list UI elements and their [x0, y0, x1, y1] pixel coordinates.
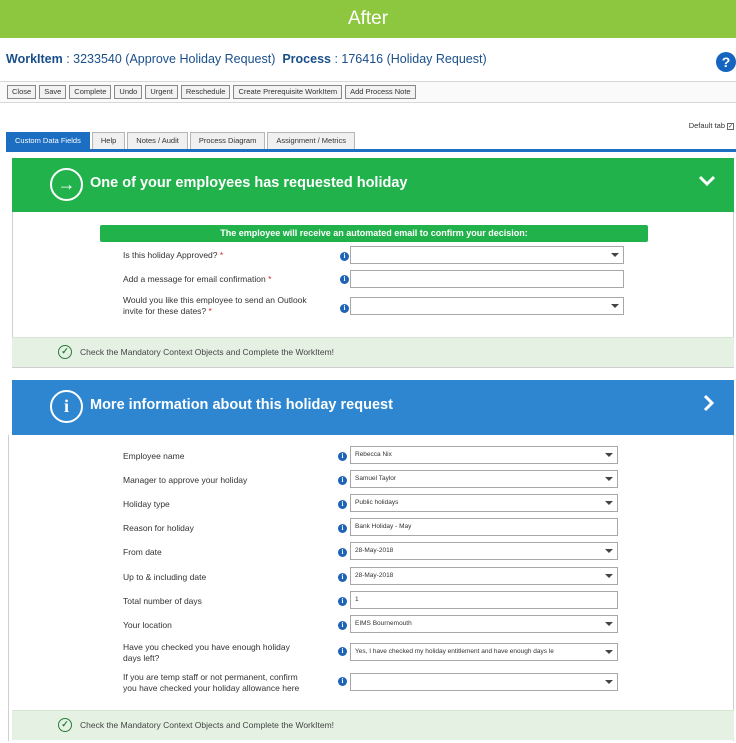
section1-title: One of your employees has requested holiday	[90, 175, 408, 191]
reschedule-button[interactable]: Reschedule	[181, 85, 231, 99]
manager-label: Manager to approve your holiday	[123, 475, 248, 485]
default-tab-label: Default tab	[688, 121, 725, 130]
reason-label: Reason for holiday	[123, 523, 194, 533]
arrow-right-circle-icon: →	[50, 168, 83, 201]
message-input[interactable]	[350, 270, 624, 288]
email-notice: The employee will receive an automated email to confirm your decision:	[100, 225, 648, 242]
section2-header[interactable]	[12, 380, 734, 435]
location-label: Your location	[123, 620, 172, 630]
location-select[interactable]: EIMS Bournemouth	[350, 615, 618, 633]
help-icon[interactable]: ?	[716, 52, 736, 72]
tab-help[interactable]: Help	[92, 132, 125, 149]
temp-staff-label: If you are temp staff or not permanent, confirm you have checked your holiday allowance here	[123, 672, 300, 693]
toolbar	[0, 81, 736, 103]
outlook-invite-select[interactable]	[350, 297, 624, 315]
tab-assignment-metrics[interactable]: Assignment / Metrics	[267, 132, 355, 149]
after-banner: After	[0, 0, 736, 38]
employee-name-label: Employee name	[123, 451, 185, 461]
info-icon[interactable]: i	[338, 573, 347, 582]
temp-staff-select[interactable]	[350, 673, 618, 691]
close-button[interactable]: Close	[7, 85, 36, 99]
holiday-days-check-select[interactable]: Yes, I have checked my holiday entitlement and have enough days le	[350, 643, 618, 661]
process-label: Process	[282, 52, 331, 66]
info-icon[interactable]: i	[338, 647, 347, 656]
info-icon[interactable]: i	[340, 275, 349, 284]
section1-header[interactable]	[12, 158, 734, 212]
tab-underline	[6, 149, 736, 152]
employee-name-select[interactable]: Rebecca Nix	[350, 446, 618, 464]
workitem-label: WorkItem	[6, 52, 63, 66]
section2-check-bar	[12, 710, 734, 740]
create-prerequisite-button[interactable]: Create Prerequisite WorkItem	[233, 85, 342, 99]
holiday-type-select[interactable]: Public holidays	[350, 494, 618, 512]
complete-button[interactable]: Complete	[69, 85, 111, 99]
save-button[interactable]: Save	[39, 85, 66, 99]
total-days-input[interactable]: 1	[350, 591, 618, 609]
to-date-select[interactable]: 28-May-2018	[350, 567, 618, 585]
default-tab-checkbox[interactable]: ✓	[728, 123, 734, 130]
process-value: : 176416 (Holiday Request)	[330, 52, 487, 66]
chevron-right-icon[interactable]	[702, 394, 716, 417]
tab-process-diagram[interactable]: Process Diagram	[190, 132, 266, 149]
to-date-label: Up to & including date	[123, 572, 207, 582]
info-icon[interactable]: i	[338, 452, 347, 461]
section2-title: More information about this holiday request	[90, 397, 393, 413]
from-date-label: From date	[123, 547, 162, 557]
urgent-button[interactable]: Urgent	[145, 85, 178, 99]
undo-button[interactable]: Undo	[114, 85, 142, 99]
chevron-down-icon[interactable]	[698, 172, 716, 193]
add-process-note-button[interactable]: Add Process Note	[345, 85, 415, 99]
info-circle-icon: i	[50, 390, 83, 423]
check-circle-icon: ✓	[58, 345, 72, 359]
tab-bar	[6, 132, 355, 149]
info-icon[interactable]: i	[338, 524, 347, 533]
workitem-value: : 3233540 (Approve Holiday Request)	[62, 52, 276, 66]
info-icon[interactable]: i	[338, 621, 347, 630]
from-date-select[interactable]: 28-May-2018	[350, 542, 618, 560]
workitem-header	[6, 52, 487, 66]
info-icon[interactable]: i	[338, 677, 347, 686]
info-icon[interactable]: i	[338, 500, 347, 509]
holiday-type-label: Holiday type	[123, 499, 170, 509]
approved-label: Is this holiday Approved? *	[123, 250, 224, 260]
info-icon[interactable]: i	[340, 252, 349, 261]
section1-check-text: Check the Mandatory Context Objects and Complete the WorkItem!	[80, 347, 335, 357]
tab-notes-audit[interactable]: Notes / Audit	[127, 132, 188, 149]
tab-custom-data-fields[interactable]: Custom Data Fields	[6, 132, 90, 149]
manager-select[interactable]: Samuel Taylor	[350, 470, 618, 488]
reason-input[interactable]: Bank Holiday - May	[350, 518, 618, 536]
check-circle-icon: ✓	[58, 718, 72, 732]
outlook-invite-label: Would you like this employee to send an Outlook invite for these dates? *	[123, 295, 307, 316]
info-icon[interactable]: i	[338, 548, 347, 557]
total-days-label: Total number of days	[123, 596, 202, 606]
info-icon[interactable]: i	[338, 476, 347, 485]
default-tab	[689, 121, 734, 130]
holiday-days-check-label: Have you checked you have enough holiday days left?	[123, 642, 290, 663]
section2-check-text: Check the Mandatory Context Objects and Complete the WorkItem!	[80, 720, 335, 730]
info-icon[interactable]: i	[340, 304, 349, 313]
section1-check-bar	[12, 337, 734, 367]
approved-select[interactable]	[350, 246, 624, 264]
message-label: Add a message for email confirmation *	[123, 274, 272, 284]
info-icon[interactable]: i	[338, 597, 347, 606]
